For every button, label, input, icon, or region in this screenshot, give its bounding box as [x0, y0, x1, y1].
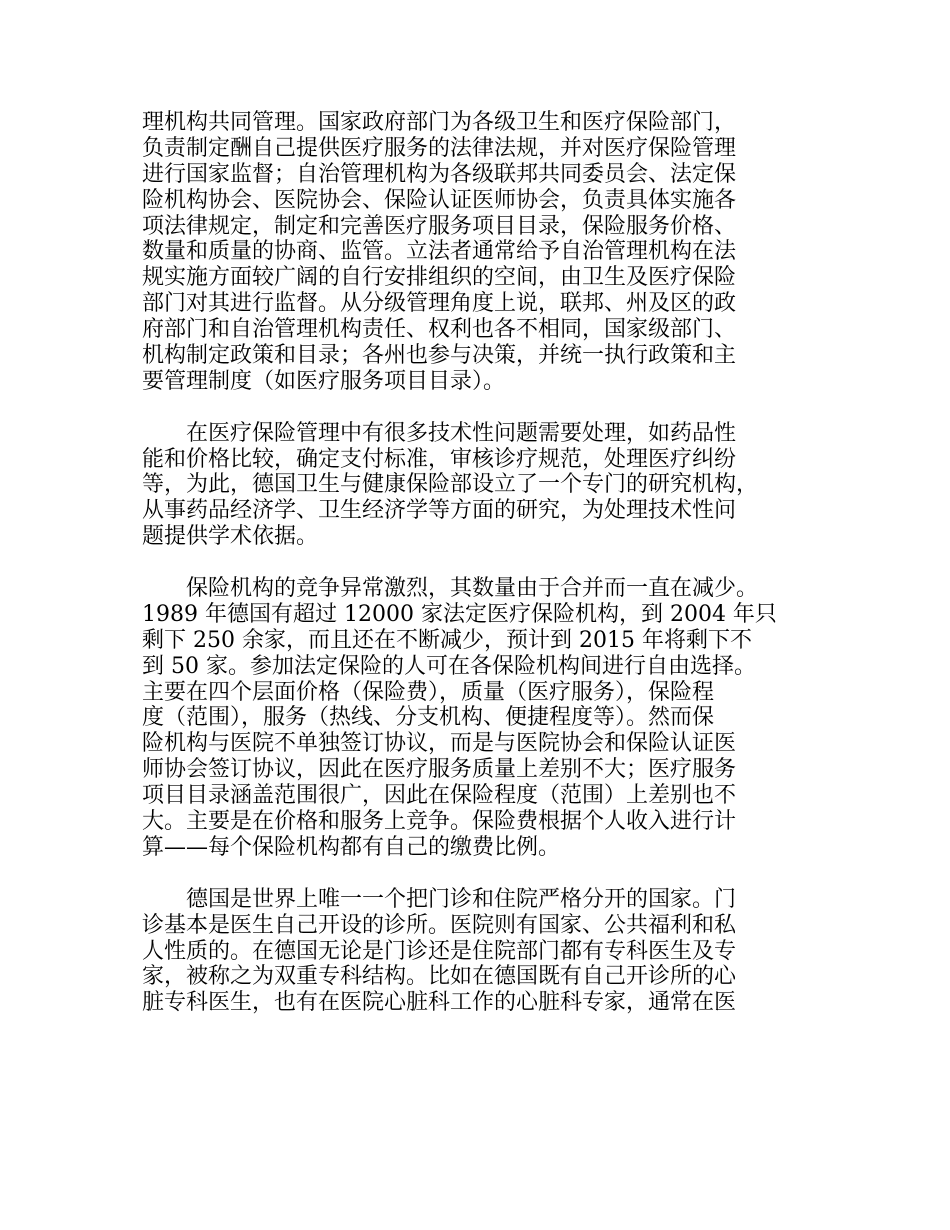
text-line: 度（范围），服务（热线、分支机构、便捷程度等）。然而保	[142, 705, 715, 731]
document-page	[142, 110, 832, 1042]
text-line: 险机构与医院不单独签订协议，而是与医院协会和保险认证医	[142, 731, 737, 757]
text-line: 到 50 家。参加法定保险的人可在各保险机构间进行自由选择。	[142, 653, 756, 679]
text-line: 等，为此，德国卫生与健康保险部设立了一个专门的研究机构，	[142, 472, 759, 498]
text-line: 负责制定酬自己提供医疗服务的法律法规，并对医疗保险管理	[142, 135, 737, 161]
text-line: 能和价格比较，确定支付标准，审核诊疗规范，处理医疗纠纷	[142, 446, 737, 472]
text-line: 1989 年德国有超过 12000 家法定医疗保险机构，到 2004 年只	[142, 601, 777, 627]
text-line: 数量和质量的协商、监管。立法者通常给予自治管理机构在法	[142, 239, 737, 265]
text-line: 要管理制度（如医疗服务项目目录）。	[142, 368, 506, 394]
text-line: 项目目录涵盖范围很广，因此在保险程度（范围）上差别也不	[142, 783, 737, 809]
text-line: 府部门和自治管理机构责任、权利也各不相同，国家级部门、	[142, 317, 737, 343]
text-line: 部门对其进行监督。从分级管理角度上说，联邦、州及区的政	[142, 291, 737, 317]
paragraph-1	[142, 110, 832, 395]
text-line: 险机构协会、医院协会、保险认证医师协会，负责具体实施各	[142, 187, 737, 213]
text-line: 理机构共同管理。国家政府部门为各级卫生和医疗保险部门，	[142, 110, 737, 135]
text-line: 德国是世界上唯一一个把门诊和住院严格分开的国家。门	[142, 886, 737, 912]
text-line: 保险机构的竞争异常激烈，其数量由于合并而一直在减少。	[142, 576, 759, 602]
text-line: 项法律规定，制定和完善医疗服务项目目录，保险服务价格、	[142, 213, 737, 239]
text-line: 人性质的。在德国无论是门诊还是住院部门都有专科医生及专	[142, 938, 737, 964]
paragraph-3	[142, 576, 832, 861]
text-line: 在医疗保险管理中有很多技术性问题需要处理，如药品性	[142, 420, 737, 446]
text-line: 师协会签订协议，因此在医疗服务质量上差别不大；医疗服务	[142, 757, 737, 783]
paragraph-2	[142, 421, 832, 550]
text-line: 诊基本是医生自己开设的诊所。医院则有国家、公共福利和私	[142, 912, 737, 938]
text-line: 题提供学术依据。	[142, 524, 319, 550]
text-line: 大。主要是在价格和服务上竞争。保险费根据个人收入进行计	[142, 809, 737, 835]
text-line: 从事药品经济学、卫生经济学等方面的研究，为处理技术性问	[142, 498, 737, 524]
text-line: 剩下 250 余家，而且还在不断减少，预计到 2015 年将剩下不	[142, 627, 752, 653]
text-line: 机构制定政策和目录；各州也参与决策，并统一执行政策和主	[142, 343, 737, 369]
text-line: 脏专科医生，也有在医院心脏科工作的心脏科专家，通常在医	[142, 990, 737, 1016]
text-line: 进行国家监督；自治管理机构为各级联邦共同委员会、法定保	[142, 161, 737, 187]
paragraph-4	[142, 887, 832, 1016]
text-line: 规实施方面较广阔的自行安排组织的空间，由卫生及医疗保险	[142, 265, 737, 291]
text-line: 家，被称之为双重专科结构。比如在德国既有自己开诊所的心	[142, 964, 737, 990]
text-line: 算——每个保险机构都有自己的缴费比例。	[142, 834, 561, 860]
text-line: 主要在四个层面价格（保险费），质量（医疗服务），保险程	[142, 679, 715, 705]
